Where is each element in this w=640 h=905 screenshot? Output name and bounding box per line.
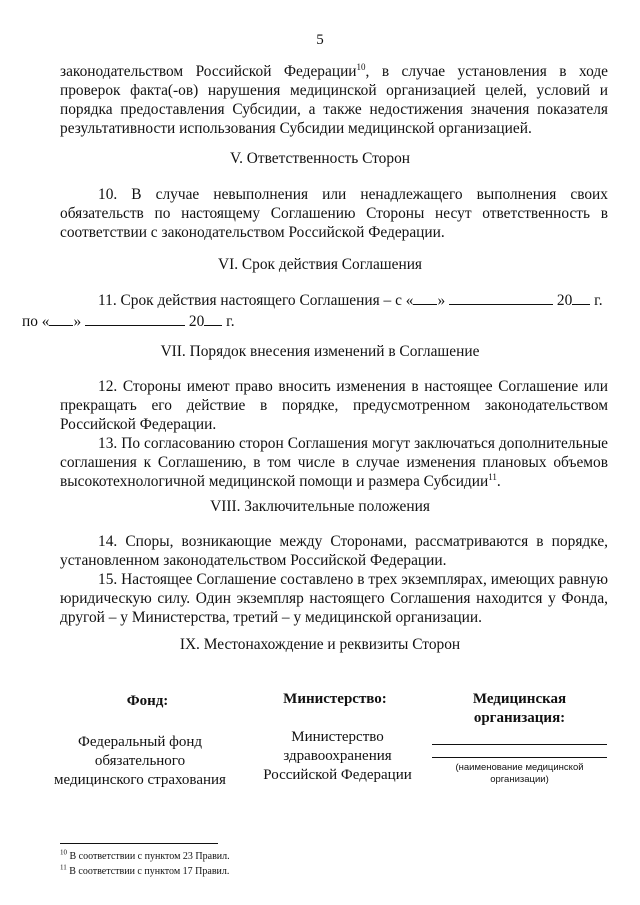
clause-10: 10. В случае невыполнения или ненадлежащего выполнения своих обязательств по настоящему Соглашению Стороны несут ответственность в соответствии с законодательством Российской Федерации. — [60, 186, 608, 241]
section-6-heading: VI. Срок действия Соглашения — [217, 256, 423, 273]
section-5-heading: V. Ответственность Сторон — [229, 150, 411, 167]
footnote-10-text: В соответствии с пунктом 23 Правил. — [67, 851, 230, 862]
clause-13-text: 13. По согласованию сторон Соглашения могут заключаться дополнительные соглашения к Соглашению, в том числе в случае изменения плановых объемов высокотехнологичной медицинской помощи и размера Субсидии — [60, 435, 608, 490]
org-title: Медицинская организация: — [472, 691, 567, 726]
month-blank-1 — [449, 290, 553, 305]
section-7-heading: VII. Порядок внесения изменений в Соглашение — [160, 343, 480, 360]
org-name-caption: (наименование медицинской организации) — [455, 762, 584, 785]
clause-12: 12. Стороны имеют право вносить изменения в настоящее Соглашение или прекращать его действие в порядке, предусмотренном законодательством Российской Федерации. — [60, 378, 608, 433]
year-blank-1 — [572, 290, 590, 305]
footnote-ref-10: 10 — [356, 61, 366, 72]
year-prefix-2: 20 — [188, 313, 205, 330]
clause-13 — [60, 434, 608, 491]
section-9-heading: IX. Местонахождение и реквизиты Сторон — [179, 636, 461, 653]
clause-11-text: 11. Срок действия настоящего Соглашения – с « — [98, 292, 414, 309]
intro-text: законодательством Российской Федерации — [60, 63, 357, 80]
footnote-10-number: 10 — [60, 848, 67, 857]
footnote-11 — [60, 863, 230, 877]
org-name-line-1 — [432, 744, 607, 745]
year-suffix-1: г. — [590, 292, 603, 309]
intro-rest: , в случае установления в ходе проверок факта(-ов) нарушения медицинской организацией целей, условий и порядка предоставления Субсидии, а также недостижения значения показателя результативности использования Субсидии медицинской организацией. — [60, 63, 608, 137]
clause-14: 14. Споры, возникающие между Сторонами, рассматриваются в порядке, установленном законодательством Российской Федерации. — [60, 533, 608, 569]
footnote-11-number: 11 — [60, 863, 67, 872]
footnote-11-text: В соответствии с пунктом 17 Правил. — [66, 866, 230, 877]
ministry-name: Министерство здравоохранения Российской Федерации — [263, 729, 412, 783]
day-blank-2 — [49, 311, 73, 326]
month-blank-2 — [85, 311, 185, 326]
footnote-separator — [60, 843, 218, 844]
year-blank-2 — [204, 311, 222, 326]
intro-paragraph — [60, 62, 608, 138]
year-suffix-2: г. — [222, 313, 235, 330]
by-label: по « — [22, 313, 50, 330]
quote-close-1: » — [437, 292, 446, 309]
org-name-line-2 — [432, 757, 607, 758]
clause-15: 15. Настоящее Соглашение составлено в трех экземплярах, имеющих равную юридическую силу. Один экземпляр настоящего Соглашения находится у Фонда, другой – у Министерства, третий – у медицинской организации. — [60, 571, 608, 626]
day-blank-1 — [413, 290, 437, 305]
year-prefix-1: 20 — [556, 292, 573, 309]
footnote-ref-11: 11 — [488, 471, 497, 482]
footnote-10 — [60, 848, 230, 862]
ministry-title: Министерство: — [283, 691, 387, 707]
quote-close-2: » — [73, 313, 82, 330]
page-number: 5 — [316, 32, 324, 48]
clause-13-end: . — [496, 473, 501, 490]
fund-title: Фонд: — [126, 693, 169, 709]
fund-name: Федеральный фонд обязательного медицинского страхования — [54, 734, 226, 788]
clause-11 — [22, 290, 608, 332]
section-8-heading: VIII. Заключительные положения — [210, 498, 430, 515]
